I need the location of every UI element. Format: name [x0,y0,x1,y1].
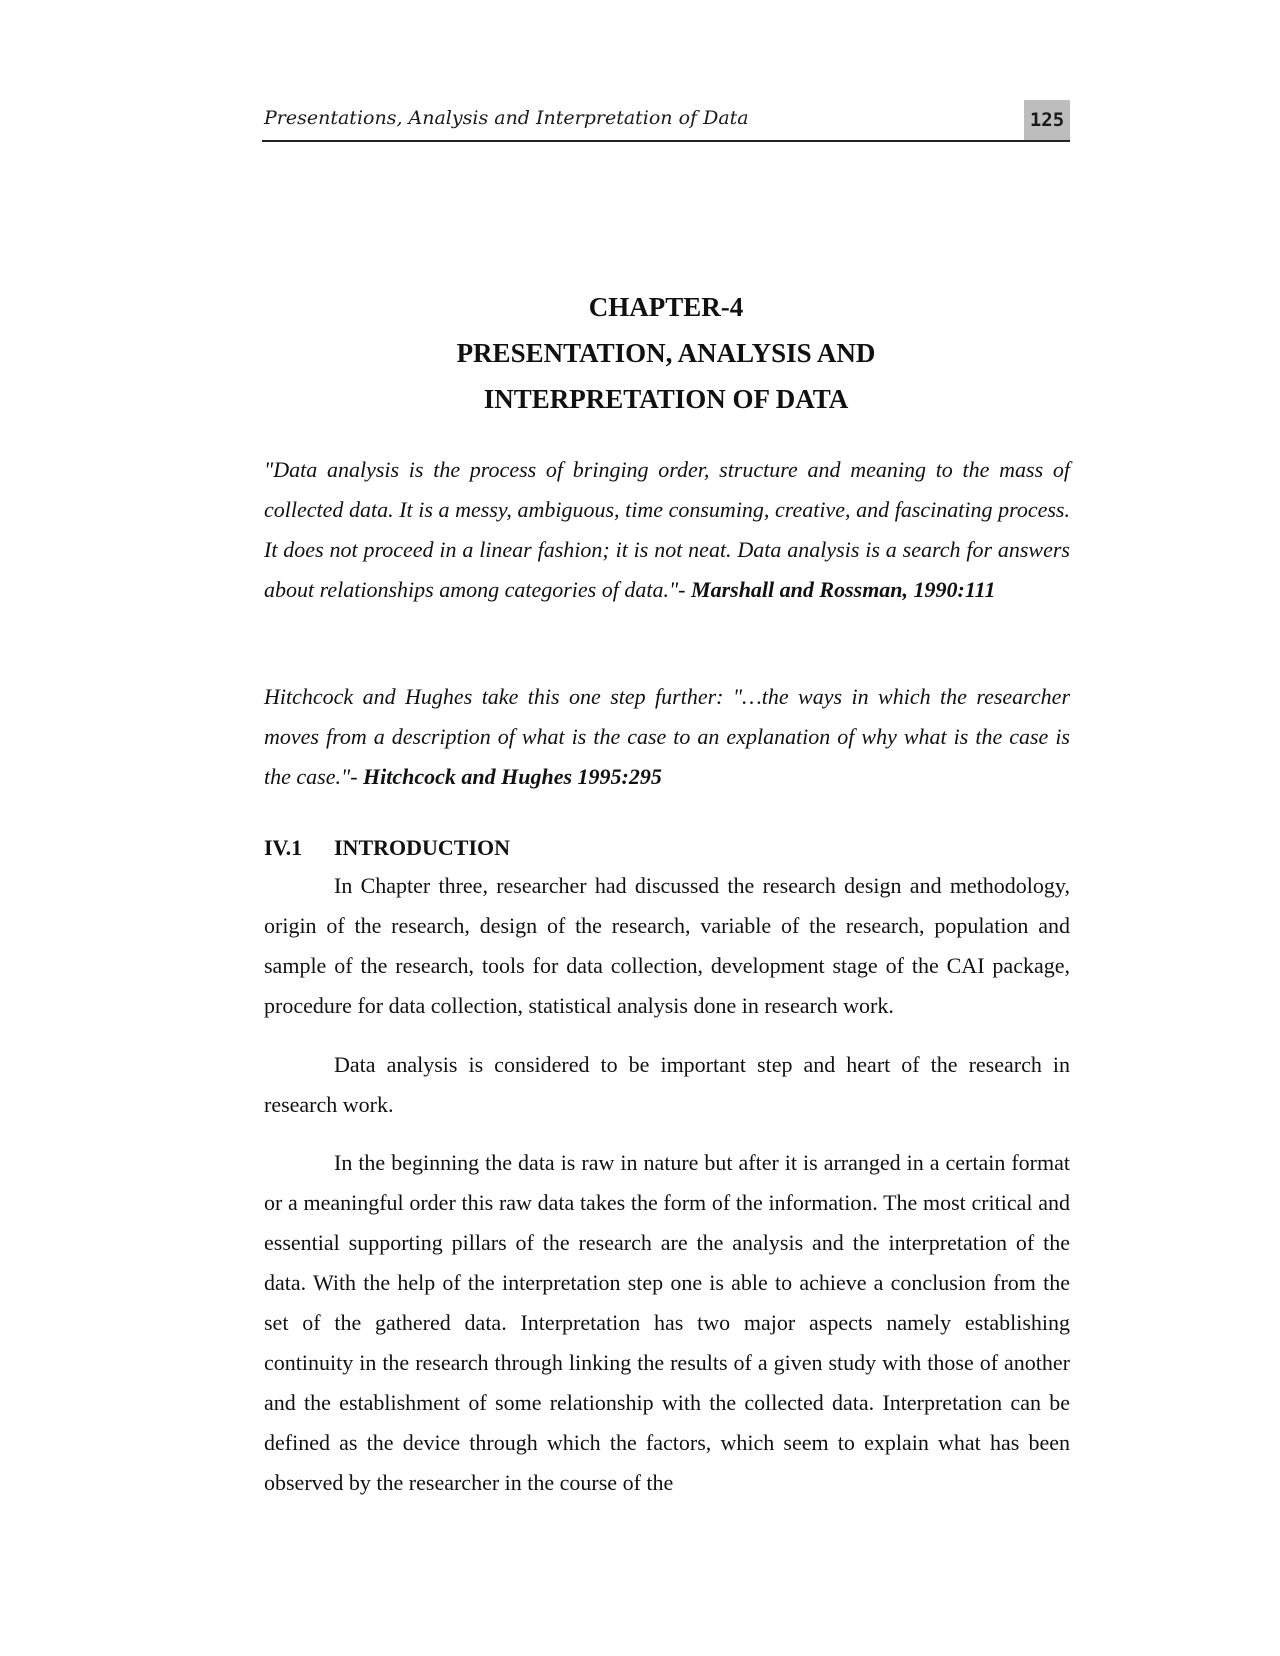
chapter-label: CHAPTER-4 [588,292,744,322]
chapter-title-line-2: INTERPRETATION OF DATA [483,384,849,414]
epigraph-quote-1 [264,450,1070,610]
section-title: INTRODUCTION [334,835,511,860]
quote-attribution: Marshall and Rossman, 1990:111 [691,577,996,602]
section-number: IV.1 [264,835,303,860]
quote-attribution: Hitchcock and Hughes 1995:295 [363,764,662,789]
quote-text: Hitchcock and Hughes take this one step further: "…the ways in which the researcher moves from a description of what is the case to an explanation of why what is the case is the case."- [264,684,1070,789]
body-paragraph: In Chapter three, researcher had discussed the research design and methodology, origin of the research, design of the research, variable of the research, population and sample of the research, tools for data collection, development stage of the CAI package, procedure for data collection, statistical analysis done in research work. [264,873,1070,1018]
page-number: 125 [1024,100,1070,140]
chapter-heading [262,284,1070,422]
body-paragraph: Data analysis is considered to be important step and heart of the research in research work. [264,1052,1070,1117]
section-heading [264,828,510,868]
body-paragraph: In the beginning the data is raw in nature but after it is arranged in a certain format or a meaningful order this raw data takes the form of the information. The most critical and essential supporting pillars of the research are the analysis and the interpretation of the data. With the help of the interpretation step one is able to achieve a conclusion from the set of the gathered data. Interpretation has two major aspects namely establishing continuity in the research through linking the results of a given study with those of another and the establishment of some relationship with the collected data. Interpretation can be defined as the device through which the factors, which seem to explain what has been observed by the researcher in the course of the [264,1150,1070,1495]
epigraph-quote-2 [264,677,1070,797]
chapter-title-line-1: PRESENTATION, ANALYSIS AND [456,338,876,368]
running-title: Presentations, Analysis and Interpretation of Data [264,107,749,129]
running-header [262,100,1070,142]
quote-text: "Data analysis is the process of bringing order, structure and meaning to the mass of collected data. It is a messy, ambiguous, time consuming, creative, and fascinating process. It does not proceed in a linear fashion; it is not neat. Data analysis is a search for answers about relationships among categories of data."- [264,457,1070,602]
